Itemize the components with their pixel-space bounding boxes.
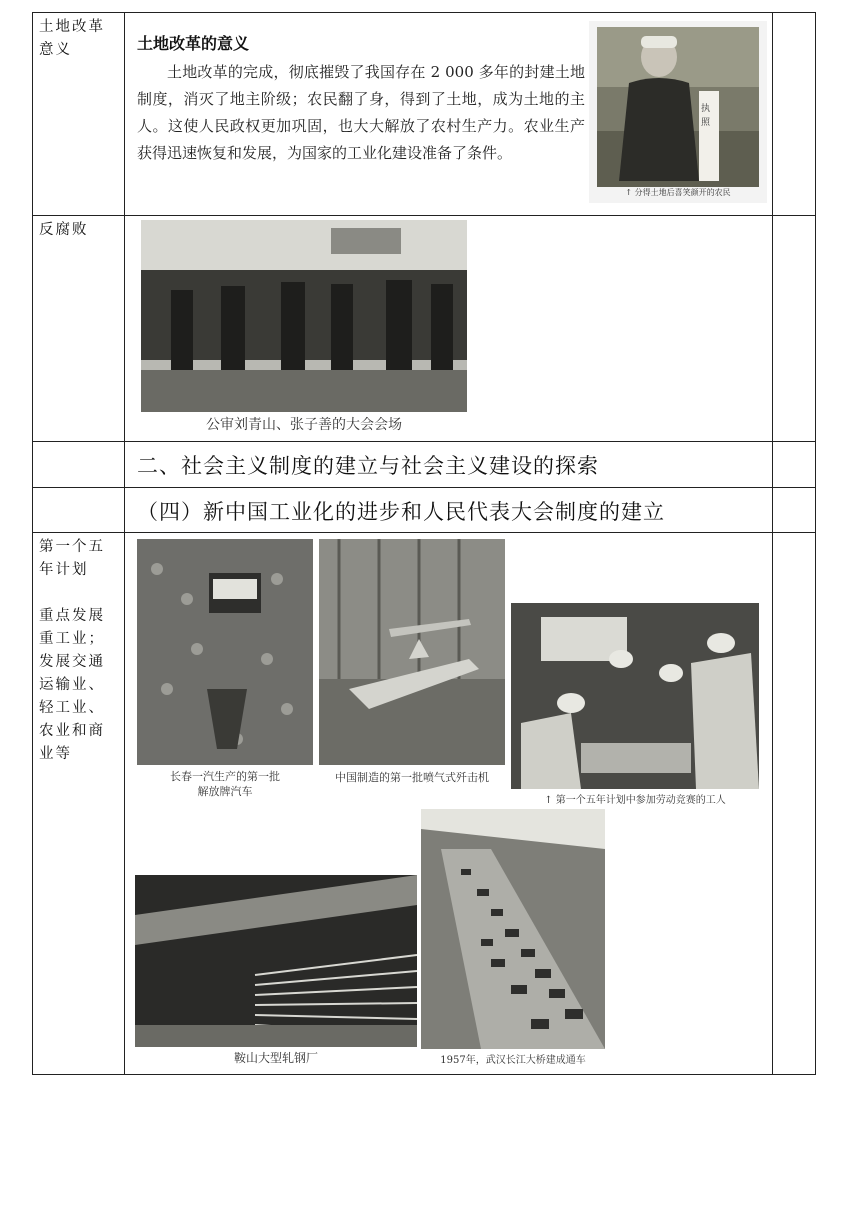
svg-text:执: 执 (701, 104, 711, 114)
row-content-cell (125, 216, 773, 442)
caption-line: 长春一汽生产的第一批 (170, 770, 280, 783)
table-row (33, 533, 816, 1075)
section-heading: 二、社会主义制度的建立与社会主义建设的探索 (137, 454, 599, 478)
blank-cell (773, 216, 816, 442)
blank-cell (33, 442, 125, 488)
row-content-cell (125, 442, 773, 488)
photo-caption: ↑ 分得土地后喜笑颜开的农民 (625, 188, 731, 197)
row-content-cell (125, 533, 773, 1075)
steel-mill-photo (135, 875, 417, 1069)
row-label: 土地改革意义 (39, 19, 105, 58)
trucks-photo (137, 539, 313, 797)
row-label-cell (33, 13, 125, 216)
textbook-title: 土地改革的意义 (137, 34, 250, 53)
photo-caption: 公审刘青山、张子善的大会会场 (206, 417, 402, 433)
blank-cell (773, 13, 816, 216)
photo-caption: 中国制造的第一批喷气式歼击机 (335, 771, 489, 784)
row-content-cell (125, 13, 773, 216)
photo-caption: 鞍山大型轧钢厂 (233, 1051, 318, 1065)
table-row (33, 216, 816, 442)
content-table (32, 12, 816, 1075)
row-content-cell (125, 488, 773, 533)
table-row (33, 13, 816, 216)
row-label-cell (33, 216, 125, 442)
blank-cell (33, 488, 125, 533)
row-label-cell (33, 533, 125, 1075)
bridge-photo (421, 809, 605, 1071)
trial-rally-photo (141, 220, 467, 438)
svg-text:照: 照 (701, 118, 711, 128)
plan-detail: 重点发展重工业；发展交通运输业、轻工业、农业和商业等 (39, 608, 105, 762)
plan-title: 第一个五年计划 (39, 539, 105, 578)
blank-cell (773, 442, 816, 488)
row-label (33, 533, 124, 766)
row-label: 反腐败 (39, 222, 89, 238)
caption-line: 解放牌汽车 (197, 785, 253, 797)
table-row (33, 442, 816, 488)
photo-caption: ↑ 第一个五年计划中参加劳动竞赛的工人 (544, 795, 726, 806)
jets-photo (319, 539, 505, 797)
subsection-heading: （四）新中国工业化的进步和人民代表大会制度的建立 (137, 500, 665, 524)
blank-cell (773, 533, 816, 1075)
workers-photo (511, 603, 759, 809)
blank-cell (773, 488, 816, 533)
textbook-body: 土地改革的完成，彻底摧毁了我国存在 2 000 多年的封建土地制度，消灭了地主阶级；农民翻了身，得到了土地，成为土地的主人。这使人民政权更加巩固，也大大解放了农村生产力。农业生产获得迅速恢复和发展，为国家的工业化建设准备了条件。 (137, 63, 585, 162)
farmer-photo (589, 21, 767, 203)
table-row (33, 488, 816, 533)
photo-caption: 1957年，武汉长江大桥建成通车 (440, 1055, 586, 1066)
photo-caption (137, 769, 313, 797)
